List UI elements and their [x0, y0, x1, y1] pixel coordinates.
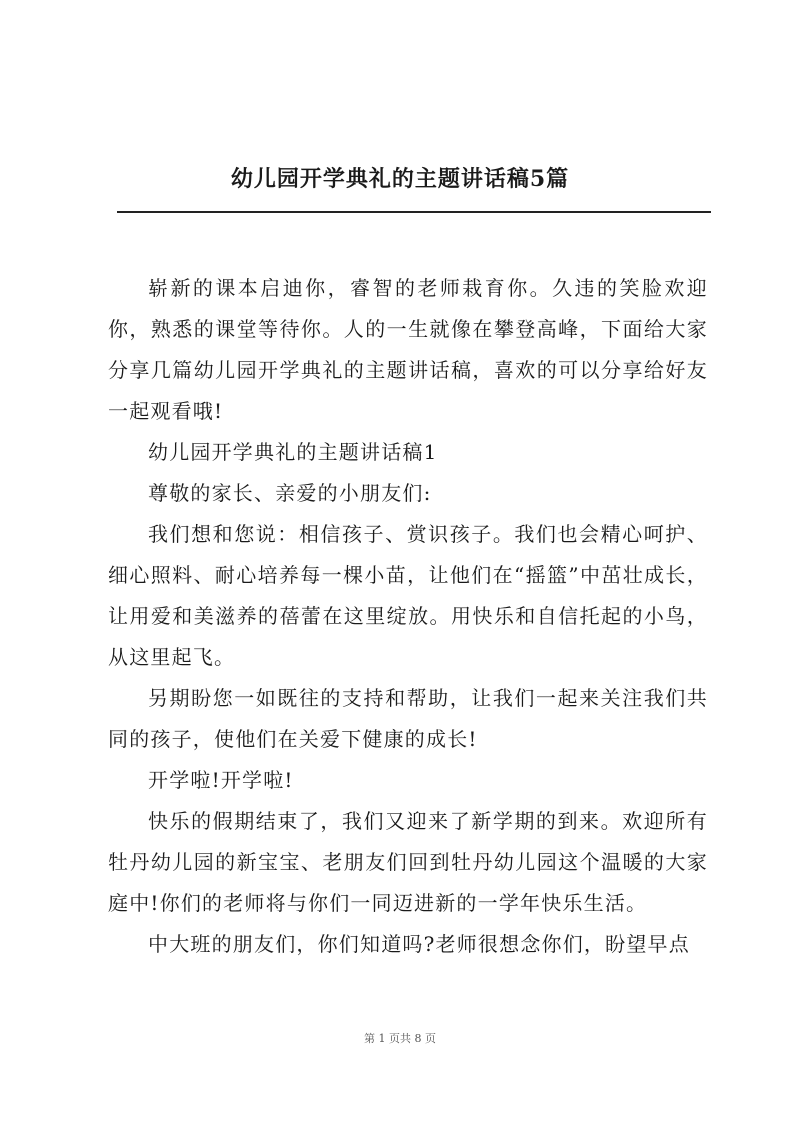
document-title: 幼儿园开学典礼的主题讲话稿5篇 — [230, 166, 570, 192]
body-paragraph: 中大班的朋友们，你们知道吗?老师很想念你们，盼望早点 — [148, 932, 690, 956]
intro-paragraph: 崭新的课本启迪你，睿智的老师栽育你。久违的笑脸欢迎你，熟悉的课堂等待你。人的一生就像在攀登高峰，下面给大家分享几篇幼儿园开学典礼的主题讲话稿，喜欢的可以分享给好友一起观看哦! — [108, 276, 708, 423]
section-heading: 幼儿园开学典礼的主题讲话稿1 — [148, 440, 438, 464]
body-paragraph: 快乐的假期结束了，我们又迎来了新学期的到来。欢迎所有牡丹幼儿园的新宝宝、老朋友们回到牡丹幼儿园这个温暖的大家庭中!你们的老师将与你们一同迈进新的一学年快乐生活。 — [108, 809, 708, 915]
body-paragraph: 另期盼您一如既往的支持和帮助，让我们一起来关注我们共同的孩子，使他们在关爱下健康的成长! — [108, 686, 708, 751]
title-divider — [117, 211, 711, 213]
body-paragraph: 开学啦!开学啦! — [148, 768, 294, 792]
document-body — [108, 268, 708, 965]
salutation: 尊敬的家长、亲爱的小朋友们: — [148, 481, 432, 505]
page-footer: 第 1 页共 8 页 — [364, 1032, 436, 1045]
body-paragraph: 我们想和您说：相信孩子、赏识孩子。我们也会精心呵护、细心照料、耐心培养每一棵小苗，让他们在“摇篮”中茁壮成长，让用爱和美滋养的蓓蕾在这里绽放。用快乐和自信托起的小鸟，从这里起飞。 — [108, 522, 708, 669]
